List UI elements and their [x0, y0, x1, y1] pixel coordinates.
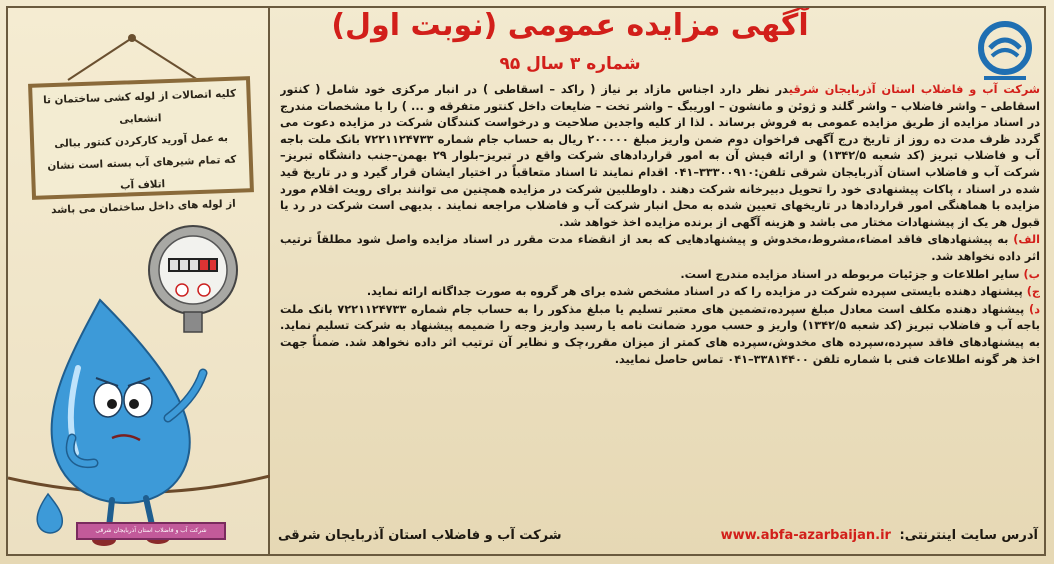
company-lead: شرکت آب و فاضلاب استان آذربایجان شرقی: [788, 83, 1040, 96]
clause-text: سایر اطلاعات و جزئیات مربوطه در اسناد مزایده مندرج است.: [680, 267, 1024, 281]
sign-line: کلیه اتصالات از لوله کشی ساختمان تا انشعابی: [42, 87, 237, 126]
clause-letter: ب): [1023, 267, 1040, 281]
clause-text: پیشنهاد دهنده مکلف است معادل مبلغ سپرده،تضمین های معتبر تسلیم یا مبلغ مذکور را به حساب جام شماره ۷۲۲۱۱۲۴۷۳۳ بانک ملت باجه آب و فاضلاب تبریز (کد شعبه ۱۳۴۲/۵) واریز و حسب مورد ضمانت نامه یا رسید واریز وجه را ضمیمه پیشنهاد به شرکت تسلیم نماید. به پیشنهادهای فاقد سپرده،سپرده های مخدوش،سپرده های کمتر از میزان مقرر،چک و نظایر آن ترتیب اثر داده نخواهد شد. ضمناً جهت اخذ هر گونه اطلاعات فنی با شماره تلفن ۳۳۸۱۴۴۰۰–۰۴۱ تماس حاصل نمایید.: [280, 302, 1040, 366]
clause-letter: ج): [1026, 285, 1040, 299]
sign-line: که تمام شیرهای آب بسته است نشان اتلاف آب: [47, 153, 237, 192]
website-link[interactable]: www.abfa-azarbaijan.ir: [720, 527, 891, 543]
clause-text: پیشنهاد دهنده بایستی سپرده شرکت در مزایده را که در اسناد مشخص شده برای هر گروه به صورت جداگانه ارائه نماید.: [366, 285, 1027, 299]
slogan-badge: شرکت آب و فاضلاب استان آذربایجان شرقی: [76, 522, 226, 540]
clause-text: به پیشنهادهای فاقد امضاء،مشروط،مخدوش و پیشنهادهایی که بعد از انقضاء مدت مقرر در اسناد مزایده واصل شود مطلقاً ترتیب اثر داده نخواهد شد.: [280, 233, 1040, 263]
page-title: آگهی مزایده عمومی (نوبت اول): [331, 8, 809, 43]
clause-letter: الف): [1013, 233, 1040, 247]
company-signature: شرکت آب و فاضلاب استان آذربایجان شرقی: [278, 527, 562, 543]
sign-line: به عمل آورید کارکردن کنتور ببالی: [54, 131, 229, 151]
website-label: آدرس سایت اینترنتی:: [899, 527, 1038, 543]
sign-line: از لوله های داخل ساختمان می باشد: [50, 197, 236, 217]
intro-text: در نظر دارد اجناس مازاد بر نیاز ( راکد – اسقاطی ) در انبار مرکزی خود شامل ( کنتور اسقاطی – واشر فاضلاب – واشر گلند و ژوئن و مانشون – اوریبگ – واشر تخت – ضایعات داخل کنتور متفرقه و ... ) را با مشخصات مندرج در اسناد مزایده از طریق مزایده عمومی به فروش برساند . لذا از کلیه واجدین صلاحیت و درخواست کنندگان شرکت در مزایده دعوت می گردد ظرف مدت ده روز از تاریخ درج آگهی فراخوان دوم ضمن واریز مبلغ ۲۰۰۰۰۰ ریال به حساب جام شماره ۷۲۲۱۱۲۴۷۳۳ بانک ملت باجه آب و فاضلاب تبریز (کد شعبه ۱۳۴۲/۵) و ارائه فیش آن به امور قراردادهای شرکت واقع در تبریز–بلوار ۲۹ بهمن–جنب دانشگاه تبریز– شرکت آب و فاضلاب استان آذربایجان شرقی تلفن:۳۳۳۰۰۹۱۰–۰۴۱ اقدام نمایند تا اسناد متعاقباً در اختیار ایشان قرار گیرد و در تاریخ قید شده در اسناد ، پاکات پیشنهادی خود را تحویل دبیرخانه شرکت دهند . داوطلبین شرکت در مزایده همچنین می توانند برای رویت اقلام مورد مزایده با هماهنگی امور قراردادها در تاریخهای تعیین شده به محل انبار شرکت آب و فاضلاب مراجعه نمایند . بدیهی است شرکت در رد یا قبول هر یک از پیشنهادات مختار می باشد و هزینه آگهی از برنده مزایده اخذ خواهد شد.: [280, 83, 1040, 229]
clause-letter: د): [1029, 302, 1040, 316]
page-border: [6, 6, 1046, 556]
notice-number: شماره ۳ سال ۹۵: [499, 54, 641, 74]
